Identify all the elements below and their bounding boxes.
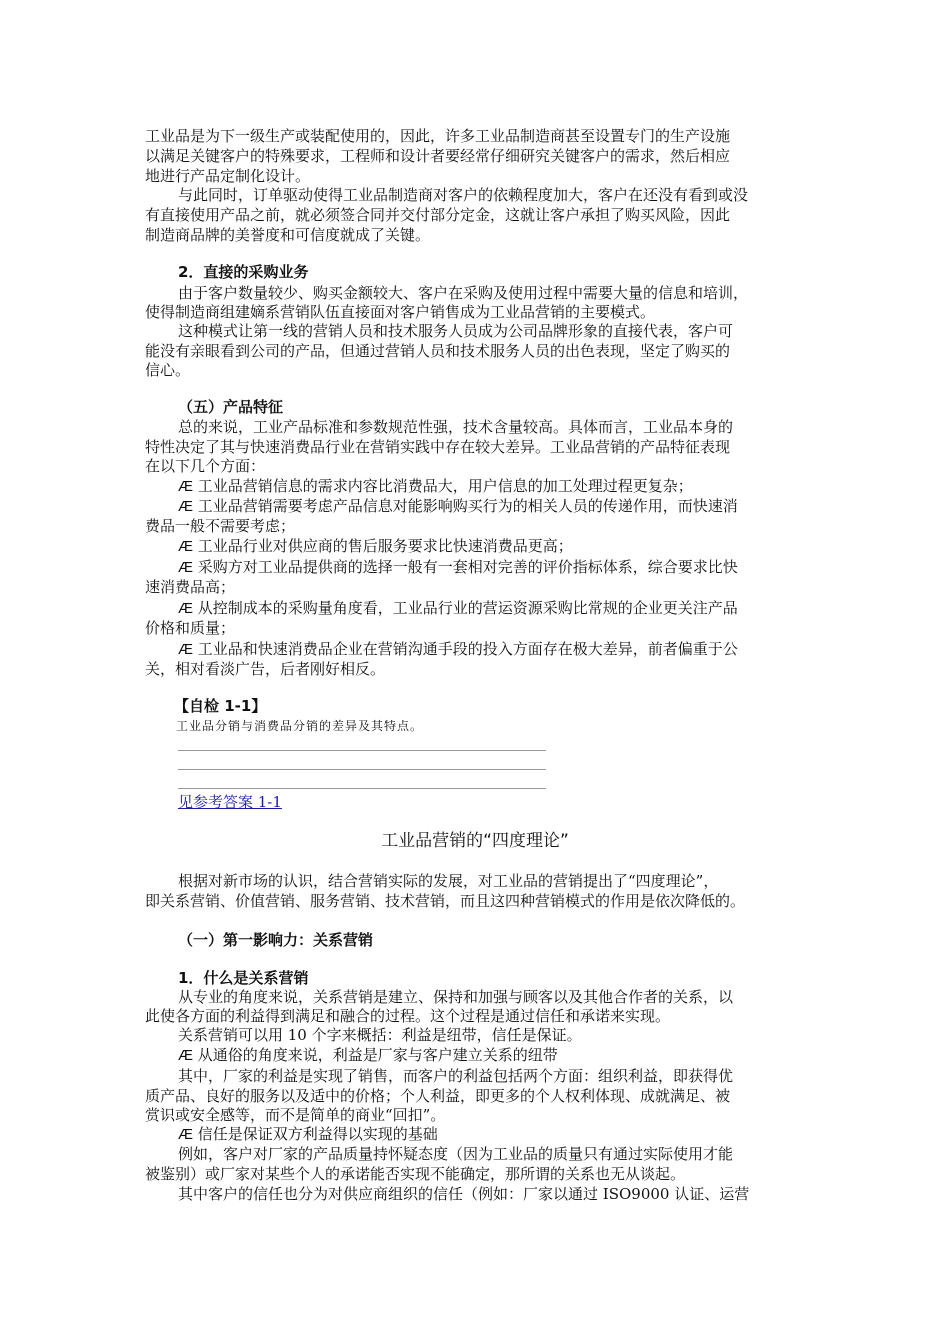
paragraph-line: 这种模式让第一线的营销人员和技术服务人员成为公司品牌形象的直接代表，客户可 [178,322,734,340]
answer-link[interactable]: 见参考答案 1-1 [178,793,282,811]
paragraph-line: 在以下几个方面： [145,457,266,475]
answer-line [178,769,546,770]
list-item-text: 从控制成本的采购量角度看，工业品行业的营运资源采购比常规的企业更关注产品 [197,599,738,617]
list-item [178,1045,818,1066]
paragraph-line: 质产品、良好的服务以及适中的价格；个人利益，即更多的个人权利体现、成就满足、被 [145,1087,731,1105]
list-item [178,598,818,619]
list-item-text: 工业品和快速消费品企业在营销沟通手段的投入方面存在极大差异，前者偏重于公 [197,640,738,658]
bullet-icon: Æ [178,600,193,617]
list-item [178,496,818,517]
paragraph-line: 其中，厂家的利益是实现了销售，而客户的利益包括两个方面：组织利益，即获得优 [178,1067,734,1085]
list-item-text: 工业品营销需要考虑产品信息对能影响购买行为的相关人员的传递作用，而快速消 [197,497,738,515]
section-heading: 2．直接的采购业务 [178,263,309,281]
list-item-continuation: 价格和质量； [145,619,236,637]
list-item-text: 工业品行业对供应商的售后服务要求比快速消费品更高； [197,537,573,555]
section-heading: （五）产品特征 [178,398,284,416]
section-heading: （一）第一影响力：关系营销 [178,931,374,949]
paragraph-line: 从专业的角度来说，关系营销是建立、保持和加强与顾客以及其他合作者的关系，以 [178,988,734,1006]
paragraph-line: 赏识或安全感等，而不是简单的商业“回扣”。 [145,1106,446,1124]
self-check-question: 工业品分销与消费品分销的差异及其特点。 [176,719,424,733]
bullet-icon: Æ [178,641,193,658]
paragraph-line: 此使各方面的利益得到满足和融合的过程。这个过程是通过信任和承诺来实现。 [145,1007,671,1025]
paragraph-line: 工业品是为下一级生产或装配使用的，因此，许多工业品制造商甚至设置专门的生产设施 [145,127,731,145]
paragraph-line: 地进行产品定制化设计。 [145,167,311,185]
list-item [178,536,818,557]
list-item [178,557,818,578]
paragraph-line: 与此同时，订单驱动使得工业品制造商对客户的依赖程度加大，客户在还没有看到或没 [178,186,749,204]
paragraph-line: 以满足关键客户的特殊要求，工程师和设计者要经常仔细研究关键客户的需求，然后相应 [145,147,731,165]
answer-line [178,750,546,751]
list-item-continuation: 关，相对看淡广告，后者刚好相反。 [145,660,386,678]
paragraph-line: 制造商品牌的美誉度和可信度就成了关键。 [145,226,431,244]
paragraph-line: 有直接使用产品之前，就必须签合同并交付部分定金，这就让客户承担了购买风险，因此 [145,206,731,224]
paragraph-line: 由于客户数量较少、购买金额较大、客户在采购及使用过程中需要大量的信息和培训， [178,284,749,302]
paragraph-line: 特性决定了其与快速消费品行业在营销实践中存在较大差异。工业品营销的产品特征表现 [145,438,731,456]
self-check-label: 【自检 1-1】 [174,697,267,715]
list-item-continuation: 速消费品高； [145,578,236,596]
bullet-icon: Æ [178,498,193,515]
list-item [178,639,818,660]
answer-line [178,788,546,789]
paragraph-line: 根据对新市场的认识，结合营销实际的发展，对工业品的营销提出了“四度理论”， [178,872,719,890]
bullet-icon: Æ [178,1047,193,1064]
paragraph-line: 关系营销可以用 10 个字来概括：利益是纽带，信任是保证。 [178,1026,582,1044]
bullet-icon: Æ [178,559,193,576]
section-title: 工业品营销的“四度理论” [381,831,569,851]
section-heading: 1．什么是关系营销 [178,969,309,987]
bullet-icon: Æ [178,538,193,555]
paragraph-line: 其中客户的信任也分为对供应商组织的信任（例如：厂家以通过 ISO9000 认证、运营 [178,1185,750,1203]
list-item [178,1124,818,1145]
paragraph-line: 总的来说，工业产品标准和参数规范性强，技术含量较高。具体而言，工业品本身的 [178,418,734,436]
list-item [178,476,818,497]
answer-link-row [178,792,818,812]
list-item-continuation: 费品一般不需要考虑； [145,517,296,535]
bullet-icon: Æ [178,1126,193,1143]
paragraph-line: 即关系营销、价值营销、服务营销、技术营销，而且这四种营销模式的作用是依次降低的。 [145,892,746,910]
list-item-text: 信任是保证双方利益得以实现的基础 [197,1125,438,1143]
bullet-icon: Æ [178,478,193,495]
paragraph-line: 信心。 [145,361,191,379]
paragraph-line: 能没有亲眼看到公司的产品，但通过营销人员和技术服务人员的出色表现，坚定了购买的 [145,342,731,360]
list-item-text: 采购方对工业品提供商的选择一般有一套相对完善的评价指标体系，综合要求比快 [197,558,738,576]
paragraph-line: 使得制造商组建嫡系营销队伍直接面对客户销售成为工业品营销的主要模式。 [145,303,656,321]
paragraph-line: 被鉴别）或厂家对某些个人的承诺能否实现不能确定，那所谓的关系也无从谈起。 [145,1165,686,1183]
list-item-text: 从通俗的角度来说，利益是厂家与客户建立关系的纽带 [197,1046,558,1064]
list-item-text: 工业品营销信息的需求内容比消费品大，用户信息的加工处理过程更复杂； [197,477,693,495]
paragraph-line: 例如，客户对厂家的产品质量持怀疑态度（因为工业品的质量只有通过实际使用才能 [178,1145,734,1163]
